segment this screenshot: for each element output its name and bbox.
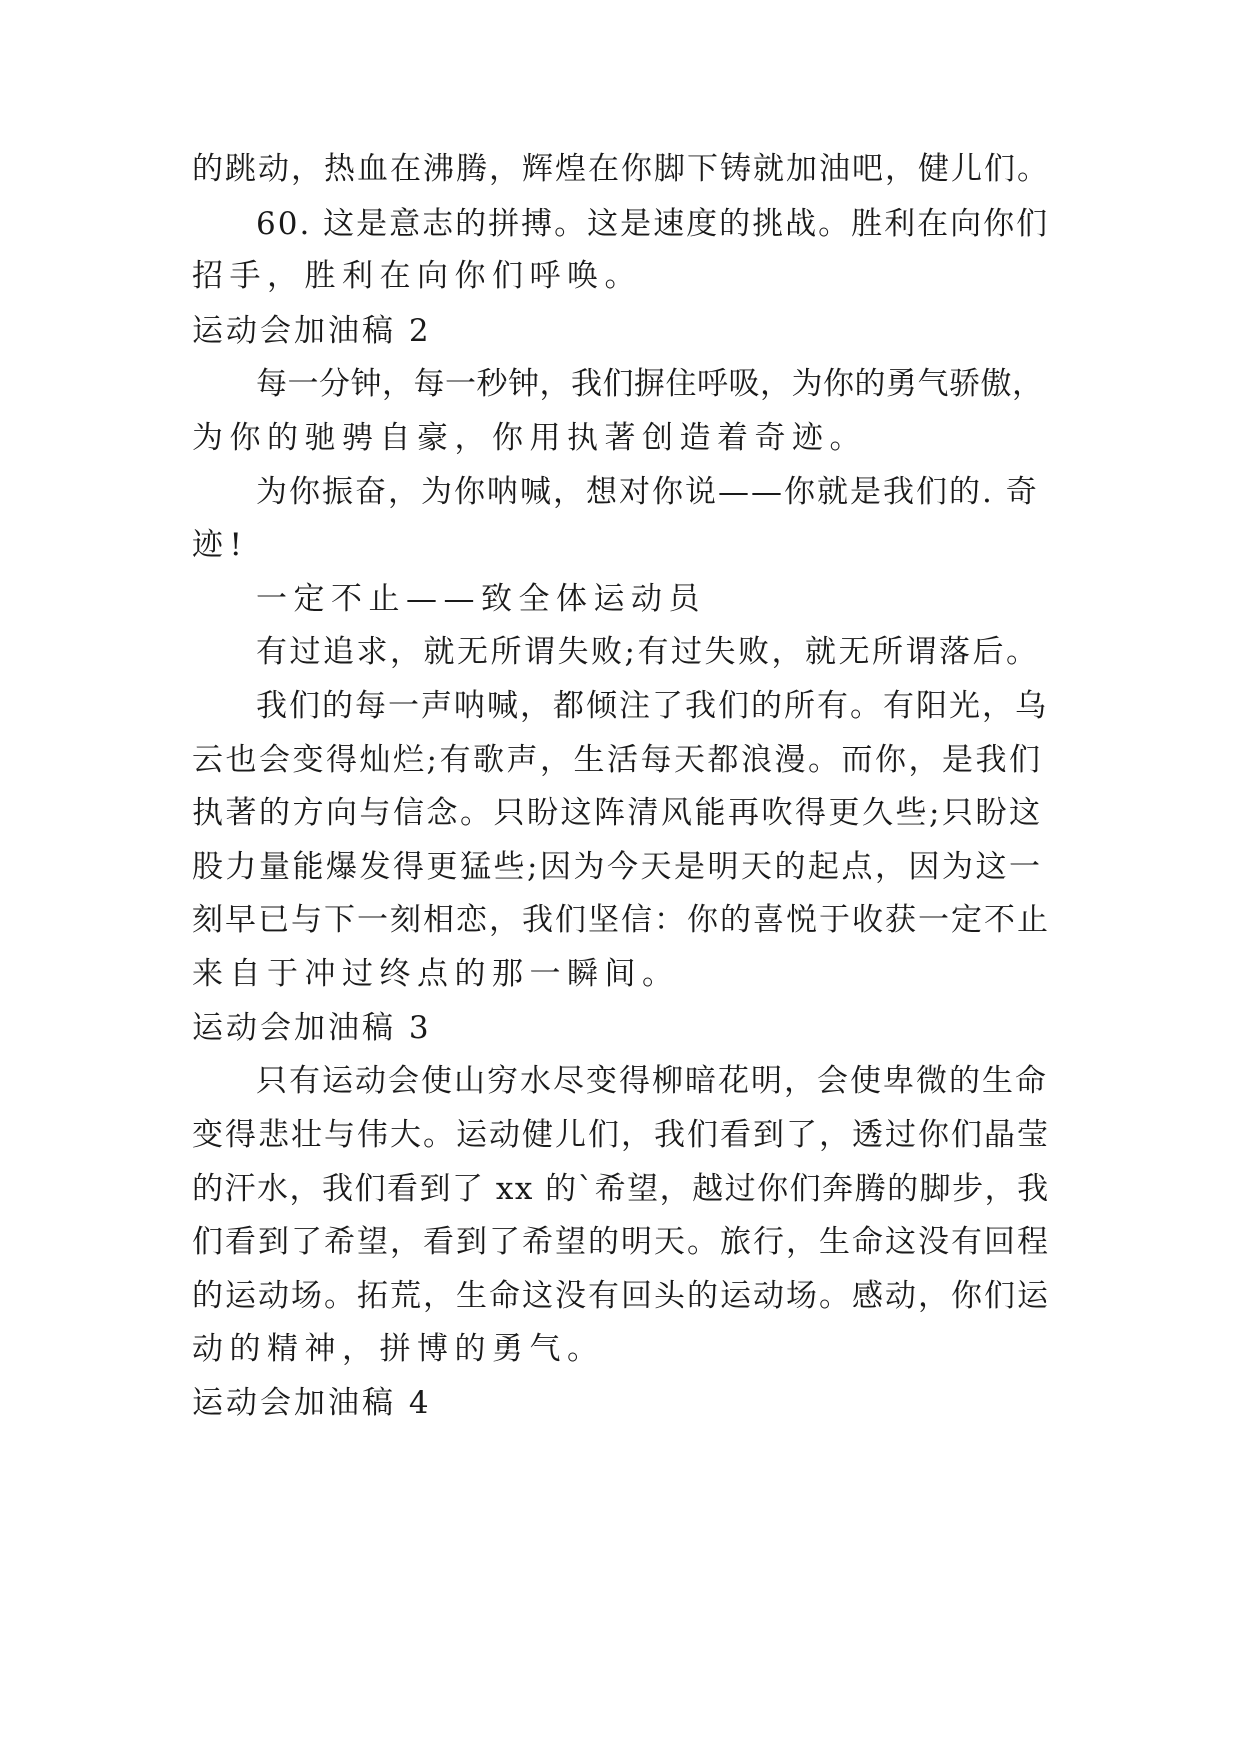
text-line: 的跳动，热血在沸腾，辉煌在你脚下铸就加油吧，健儿们。 (192, 151, 1050, 187)
text-line: 股力量能爆发得更猛些;因为今天是明天的起点，因为这一 (192, 849, 1043, 885)
text-line: 变得悲壮与伟大。运动健儿们，我们看到了，透过你们晶莹 (192, 1117, 1050, 1153)
text-line: 们看到了希望，看到了希望的明天。旅行，生命这没有回程 (192, 1224, 1050, 1260)
text-line: 我们的每一声呐喊，都倾注了我们的所有。有阳光，乌 (256, 688, 1048, 724)
text-line: 来自于冲过终点的那一瞬间。 (192, 956, 680, 992)
text-line: 60. 这是意志的拼搏。这是速度的挑战。胜利在向你们 (256, 206, 1050, 242)
text-line: 为你的驰骋自豪，你用执著创造着奇迹。 (192, 420, 867, 456)
text-line: 云也会变得灿烂;有歌声，生活每天都浪漫。而你，是我们 (192, 742, 1043, 778)
text-line: 每一分钟，每一秒钟，我们摒住呼吸，为你的勇气骄傲， (256, 366, 1044, 402)
text-line: 迹! (192, 527, 249, 563)
text-line: 一定不止——致全体运动员 (256, 581, 706, 617)
section-heading: 运动会加油稿 3 (192, 1010, 432, 1046)
text-line: 执著的方向与信念。只盼这阵清风能再吹得更久些;只盼这 (192, 795, 1043, 831)
text-line: 的汗水，我们看到了 xx 的`希望，越过你们奔腾的脚步，我 (192, 1171, 1050, 1207)
text-line: 招手，胜利在向你们呼唤。 (192, 258, 642, 294)
text-line: 只有运动会使山穷水尽变得柳暗花明，会使卑微的生命 (256, 1063, 1048, 1099)
text-line: 为你振奋，为你呐喊，想对你说——你就是我们的. 奇 (256, 474, 1039, 510)
text-line: 的运动场。拓荒，生命这没有回头的运动场。感动，你们运 (192, 1278, 1050, 1314)
section-heading: 运动会加油稿 2 (192, 313, 432, 349)
text-line: 刻早已与下一刻相恋，我们坚信：你的喜悦于收获一定不止 (192, 902, 1050, 938)
section-heading: 运动会加油稿 4 (192, 1385, 432, 1421)
text-line: 有过追求，就无所谓失败;有过失败，就无所谓落后。 (256, 634, 1040, 670)
text-line: 动的精神，拼博的勇气。 (192, 1331, 605, 1367)
